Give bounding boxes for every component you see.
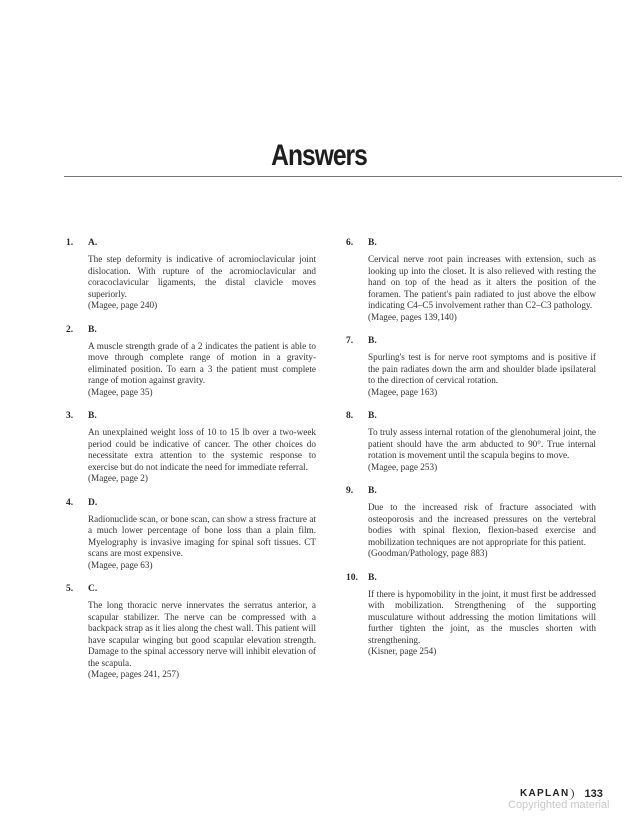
answer-explanation: The long thoracic nerve innervates the serratus anterior, a scapular stabilizer. The nerve can be compressed with a backpack strap as it lies along the chest wall. This patient will have scapular winging but good scapular elevation strength. Damage to the spinal accessory nerve will inhibit elevation of the scapula.: [88, 600, 316, 668]
answer-letter: A.: [88, 238, 98, 248]
question-number: 9.: [346, 486, 354, 496]
answer-item: [346, 573, 596, 658]
question-number: 10.: [346, 572, 358, 583]
page-number: 133: [584, 788, 603, 800]
question-number: 2.: [66, 324, 74, 335]
answer-letter: B.: [368, 572, 377, 583]
answer-item: [66, 238, 316, 312]
answer-letter: B.: [368, 411, 377, 421]
answer-explanation: Cervical nerve root pain increases with extension, such as looking up into the closet. It is also relieved with resting the hand on top of the head as it alters the position of the foramen. The patient's pain radiated to just above the elbow indicating C4–C5 involvement rather than C2–C3 pathology.: [368, 254, 596, 310]
question-number: 8.: [346, 411, 354, 421]
answer-reference: (Magee, page 240): [88, 300, 158, 310]
answer-letter: B.: [88, 411, 97, 421]
answer-explanation: The step deformity is indicative of acromioclavicular joint dislocation. With rupture of the acromioclavicular and coracoclavicular ligaments, the distal clavicle moves superiorly.: [88, 254, 316, 299]
title-divider: [64, 176, 622, 177]
answer-item: [346, 486, 596, 560]
answer-item: [66, 411, 316, 485]
question-number: 1.: [66, 238, 74, 248]
left-column: [66, 238, 316, 694]
answer-explanation: Spurling's test is for nerve root symptoms and is positive if the pain radiates down the arm and shoulder blade ipsilateral to the direction of cervical rotation.: [368, 352, 596, 385]
question-number: 7.: [346, 336, 354, 346]
answer-reference: (Magee, page 163): [368, 386, 438, 397]
answer-reference: (Magee, page 253): [368, 461, 438, 472]
answer-letter: B.: [368, 336, 377, 346]
answer-reference: (Kisner, page 254): [368, 646, 437, 656]
publisher-logo: KAPLAN: [520, 788, 574, 800]
answer-reference: (Goodman/Pathology, page 883): [368, 548, 488, 558]
answer-explanation: Radionuclide scan, or bone scan, can show a stress fracture at a much lower percentage of bone loss than a plain film. Myelography is invasive imaging for spinal soft tissues. CT scans are most expensive.: [88, 513, 316, 558]
answer-reference: (Magee, page 63): [88, 559, 153, 570]
question-number: 3.: [66, 411, 74, 421]
answer-reference: (Magee, pages 139,140): [368, 311, 457, 322]
answer-item: [66, 325, 316, 399]
answer-reference: (Magee, page 35): [88, 386, 153, 397]
question-number: 4.: [66, 497, 74, 508]
answer-explanation: A muscle strength grade of a 2 indicates the patient is able to move through complete range of motion in a gravity-eliminated position. To earn a 3 the patient must complete range of motion against gravity.: [88, 340, 316, 385]
answer-letter: B.: [88, 324, 97, 335]
answer-reference: (Magee, page 2): [88, 473, 148, 483]
answer-letter: B.: [368, 238, 377, 248]
answer-explanation: If there is hypomobility in the joint, it must first be addressed with mobilization. Strengthening of the supporting musculature without addressing the motion limitations will further tighten the joint, as the muscles shorten with strengthening.: [368, 588, 596, 645]
answer-item: [66, 498, 316, 572]
answer-item: [346, 238, 596, 323]
answer-letter: B.: [368, 486, 377, 496]
answer-reference: (Magee, pages 241, 257): [88, 669, 180, 679]
question-number: 5.: [66, 584, 74, 594]
answer-item: [346, 411, 596, 473]
answer-item: [346, 336, 596, 398]
answer-explanation: An unexplained weight loss of 10 to 15 lb over a two-week period could be indicative of cancer. The other choices do necessitate extra attention to the systemic response to exercise but do not indicate the need for immediate referral.: [88, 427, 316, 472]
answer-letter: D.: [88, 497, 98, 508]
answer-letter: C.: [88, 584, 98, 594]
question-number: 6.: [346, 238, 354, 248]
right-column: [346, 238, 596, 671]
copyright-watermark: Copyrighted material: [508, 799, 610, 811]
answer-explanation: Due to the increased risk of fracture associated with osteoporosis and the increased pressures on the vertebral bodies with spinal flexion, flexion-based exercise and mobilization techniques are not appropriate for this patient.: [368, 502, 596, 547]
answer-item: [66, 584, 316, 681]
answer-explanation: To truly assess internal rotation of the glenohumeral joint, the patient should have the arm abducted to 90°. True internal rotation is movement until the scapula begins to move.: [368, 427, 596, 460]
page-title: Answers: [271, 139, 367, 172]
